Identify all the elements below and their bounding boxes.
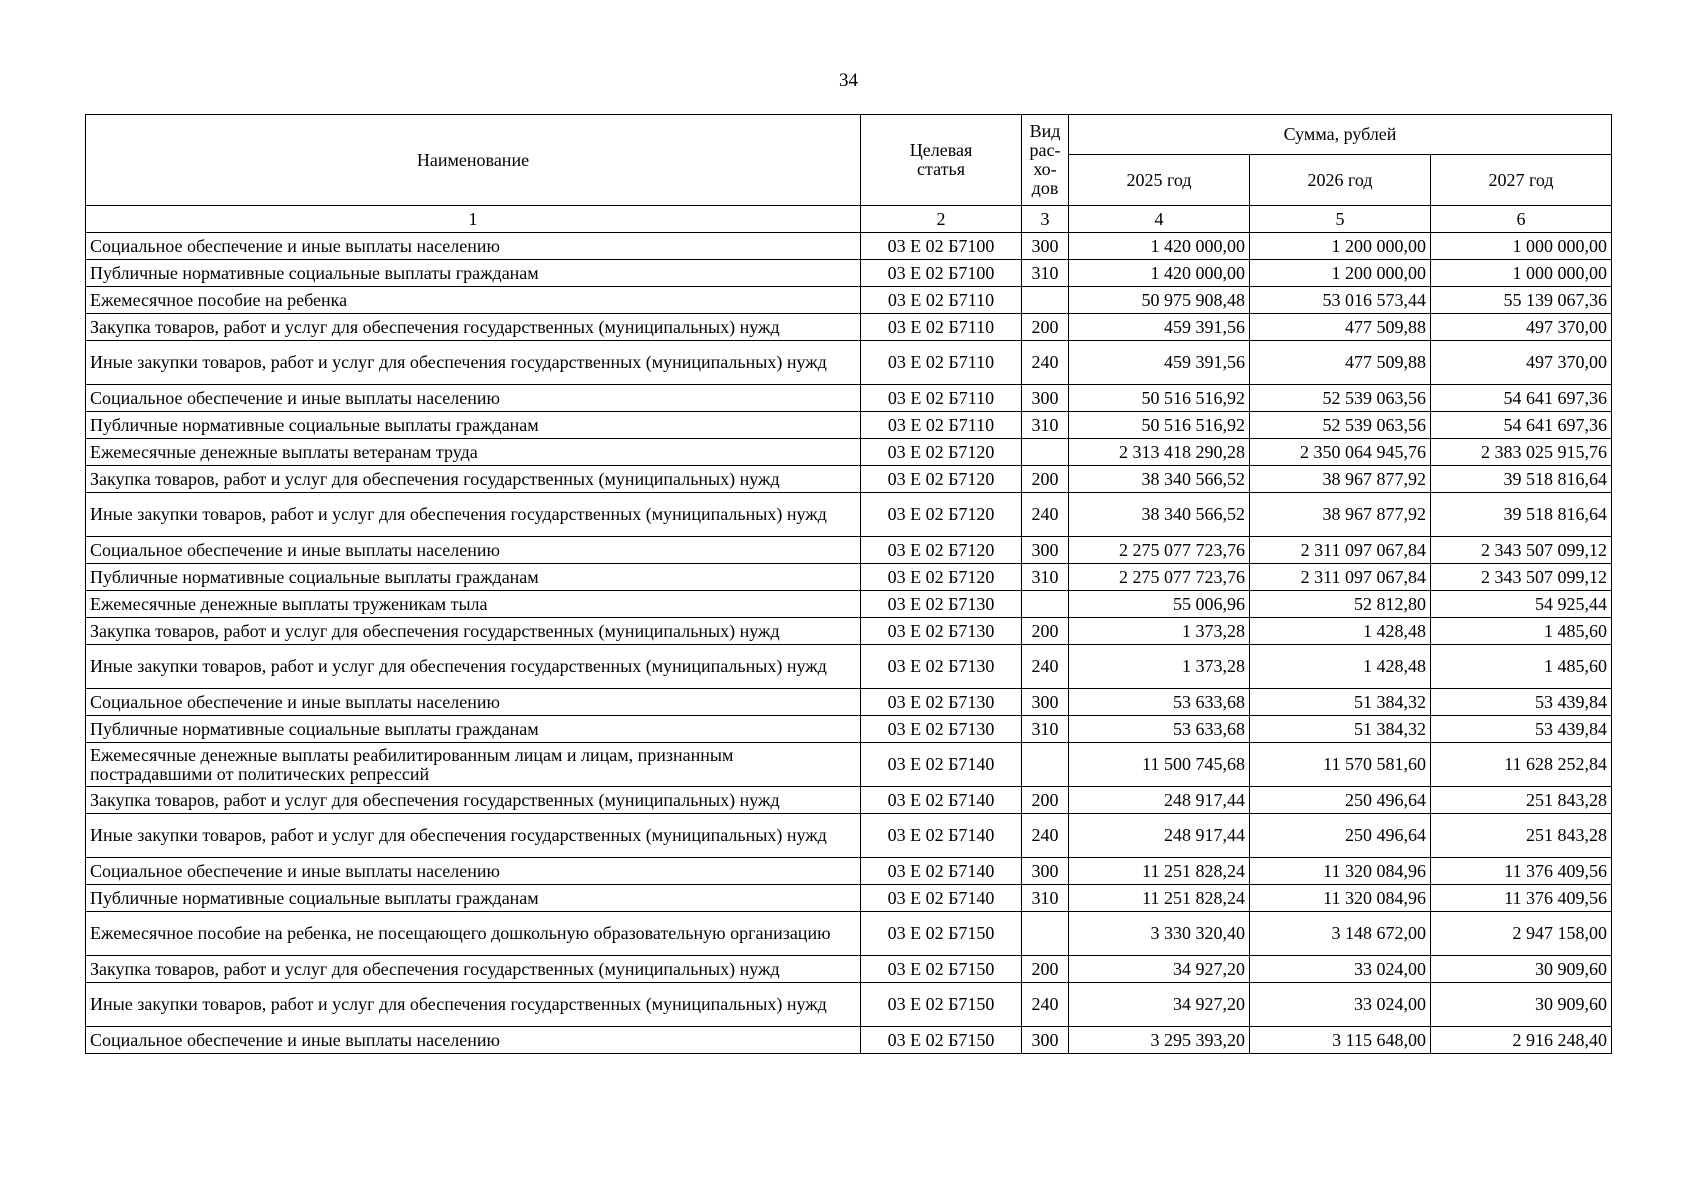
row-name-cell: Публичные нормативные социальные выплаты гражданам bbox=[86, 260, 861, 287]
row-name-cell: Закупка товаров, работ и услуг для обеспечения государственных (муниципальных) нужд bbox=[86, 618, 861, 645]
row-amount-2026-cell: 53 016 573,44 bbox=[1250, 287, 1431, 314]
row-amount-2025-cell: 2 313 418 290,28 bbox=[1069, 439, 1250, 466]
row-expense-type-cell: 200 bbox=[1022, 618, 1069, 645]
row-name-cell: Закупка товаров, работ и услуг для обеспечения государственных (муниципальных) нужд bbox=[86, 787, 861, 814]
row-expense-type-cell bbox=[1022, 287, 1069, 314]
row-name-cell: Закупка товаров, работ и услуг для обеспечения государственных (муниципальных) нужд bbox=[86, 466, 861, 493]
row-amount-2026-cell: 2 311 097 067,84 bbox=[1250, 564, 1431, 591]
row-name-cell: Закупка товаров, работ и услуг для обеспечения государственных (муниципальных) нужд bbox=[86, 956, 861, 983]
row-expense-type-cell: 310 bbox=[1022, 564, 1069, 591]
row-name-cell: Ежемесячное пособие на ребенка, не посещающего дошкольную образовательную организацию bbox=[86, 912, 861, 956]
table-row bbox=[86, 287, 1612, 314]
row-target-article-cell: 03 Е 02 Б7130 bbox=[861, 689, 1022, 716]
row-amount-2025-cell: 459 391,56 bbox=[1069, 314, 1250, 341]
table-row bbox=[86, 689, 1612, 716]
row-expense-type-cell: 240 bbox=[1022, 645, 1069, 689]
row-expense-type-cell bbox=[1022, 439, 1069, 466]
row-target-article-cell: 03 Е 02 Б7130 bbox=[861, 618, 1022, 645]
row-amount-2026-cell: 1 200 000,00 bbox=[1250, 233, 1431, 260]
header-name: Наименование bbox=[86, 115, 861, 206]
row-amount-2025-cell: 53 633,68 bbox=[1069, 716, 1250, 743]
table-row bbox=[86, 814, 1612, 858]
row-target-article-cell: 03 Е 02 Б7120 bbox=[861, 564, 1022, 591]
row-amount-2025-cell: 38 340 566,52 bbox=[1069, 466, 1250, 493]
row-name-cell: Ежемесячные денежные выплаты ветеранам труда bbox=[86, 439, 861, 466]
row-amount-2026-cell: 2 350 064 945,76 bbox=[1250, 439, 1431, 466]
row-amount-2025-cell: 3 295 393,20 bbox=[1069, 1027, 1250, 1054]
column-number: 5 bbox=[1250, 206, 1431, 233]
header-target-article bbox=[861, 115, 1022, 206]
row-amount-2026-cell: 11 320 084,96 bbox=[1250, 858, 1431, 885]
row-amount-2025-cell: 11 251 828,24 bbox=[1069, 885, 1250, 912]
row-amount-2025-cell: 38 340 566,52 bbox=[1069, 493, 1250, 537]
table-row bbox=[86, 314, 1612, 341]
row-name-cell: Иные закупки товаров, работ и услуг для обеспечения государственных (муниципальных) нужд bbox=[86, 493, 861, 537]
table-row bbox=[86, 537, 1612, 564]
row-expense-type-cell: 300 bbox=[1022, 858, 1069, 885]
row-target-article-cell: 03 Е 02 Б7110 bbox=[861, 385, 1022, 412]
header-sum-group: Сумма, рублей bbox=[1069, 115, 1612, 155]
row-amount-2027-cell: 11 376 409,56 bbox=[1431, 858, 1612, 885]
row-amount-2026-cell: 38 967 877,92 bbox=[1250, 493, 1431, 537]
row-expense-type-cell: 300 bbox=[1022, 689, 1069, 716]
column-numbers-row bbox=[86, 206, 1612, 233]
row-amount-2027-cell: 2 947 158,00 bbox=[1431, 912, 1612, 956]
row-name-cell: Социальное обеспечение и иные выплаты населению bbox=[86, 858, 861, 885]
row-amount-2025-cell: 50 516 516,92 bbox=[1069, 385, 1250, 412]
row-expense-type-cell: 240 bbox=[1022, 493, 1069, 537]
row-expense-type-cell: 200 bbox=[1022, 314, 1069, 341]
row-name-cell: Ежемесячное пособие на ребенка bbox=[86, 287, 861, 314]
row-name-cell: Иные закупки товаров, работ и услуг для обеспечения государственных (муниципальных) нужд bbox=[86, 341, 861, 385]
table-row bbox=[86, 956, 1612, 983]
row-target-article-cell: 03 Е 02 Б7130 bbox=[861, 591, 1022, 618]
row-target-article-cell: 03 Е 02 Б7140 bbox=[861, 787, 1022, 814]
row-amount-2025-cell: 1 373,28 bbox=[1069, 645, 1250, 689]
row-name-cell: Закупка товаров, работ и услуг для обеспечения государственных (муниципальных) нужд bbox=[86, 314, 861, 341]
row-amount-2025-cell: 2 275 077 723,76 bbox=[1069, 537, 1250, 564]
row-amount-2026-cell: 3 148 672,00 bbox=[1250, 912, 1431, 956]
row-amount-2027-cell: 30 909,60 bbox=[1431, 983, 1612, 1027]
table-row bbox=[86, 260, 1612, 287]
row-name-cell: Социальное обеспечение и иные выплаты населению bbox=[86, 233, 861, 260]
row-expense-type-cell: 300 bbox=[1022, 233, 1069, 260]
row-expense-type-cell: 310 bbox=[1022, 885, 1069, 912]
row-amount-2026-cell: 250 496,64 bbox=[1250, 787, 1431, 814]
row-name-cell: Социальное обеспечение и иные выплаты населению bbox=[86, 385, 861, 412]
row-target-article-cell: 03 Е 02 Б7130 bbox=[861, 645, 1022, 689]
row-expense-type-cell: 310 bbox=[1022, 412, 1069, 439]
row-amount-2026-cell: 38 967 877,92 bbox=[1250, 466, 1431, 493]
row-amount-2025-cell: 50 975 908,48 bbox=[1069, 287, 1250, 314]
row-amount-2025-cell: 1 420 000,00 bbox=[1069, 233, 1250, 260]
row-amount-2027-cell: 54 925,44 bbox=[1431, 591, 1612, 618]
row-target-article-cell: 03 Е 02 Б7120 bbox=[861, 466, 1022, 493]
row-expense-type-cell: 300 bbox=[1022, 385, 1069, 412]
row-amount-2026-cell: 1 428,48 bbox=[1250, 645, 1431, 689]
row-amount-2025-cell: 3 330 320,40 bbox=[1069, 912, 1250, 956]
row-amount-2025-cell: 248 917,44 bbox=[1069, 787, 1250, 814]
row-expense-type-cell: 200 bbox=[1022, 956, 1069, 983]
row-target-article-cell: 03 Е 02 Б7150 bbox=[861, 983, 1022, 1027]
table-row bbox=[86, 439, 1612, 466]
row-amount-2027-cell: 53 439,84 bbox=[1431, 716, 1612, 743]
row-name-cell: Публичные нормативные социальные выплаты гражданам bbox=[86, 716, 861, 743]
column-number: 4 bbox=[1069, 206, 1250, 233]
row-amount-2027-cell: 1 000 000,00 bbox=[1431, 233, 1612, 260]
row-amount-2026-cell: 477 509,88 bbox=[1250, 341, 1431, 385]
row-target-article-cell: 03 Е 02 Б7110 bbox=[861, 314, 1022, 341]
row-amount-2027-cell: 1 000 000,00 bbox=[1431, 260, 1612, 287]
header-year-2026: 2026 год bbox=[1250, 155, 1431, 206]
row-expense-type-cell: 240 bbox=[1022, 341, 1069, 385]
row-target-article-cell: 03 Е 02 Б7120 bbox=[861, 537, 1022, 564]
row-name-cell: Иные закупки товаров, работ и услуг для обеспечения государственных (муниципальных) нужд bbox=[86, 983, 861, 1027]
row-target-article-cell: 03 Е 02 Б7150 bbox=[861, 956, 1022, 983]
row-amount-2027-cell: 1 485,60 bbox=[1431, 618, 1612, 645]
row-amount-2027-cell: 2 343 507 099,12 bbox=[1431, 537, 1612, 564]
row-target-article-cell: 03 Е 02 Б7110 bbox=[861, 412, 1022, 439]
row-amount-2027-cell: 53 439,84 bbox=[1431, 689, 1612, 716]
header-year-2025: 2025 год bbox=[1069, 155, 1250, 206]
row-expense-type-cell: 240 bbox=[1022, 983, 1069, 1027]
header-expense-type-line: дов bbox=[1031, 178, 1059, 198]
row-amount-2026-cell: 51 384,32 bbox=[1250, 689, 1431, 716]
table-row bbox=[86, 341, 1612, 385]
header-expense-type-line: Вид bbox=[1029, 121, 1061, 141]
row-amount-2026-cell: 51 384,32 bbox=[1250, 716, 1431, 743]
row-amount-2026-cell: 33 024,00 bbox=[1250, 983, 1431, 1027]
row-amount-2025-cell: 34 927,20 bbox=[1069, 983, 1250, 1027]
row-target-article-cell: 03 Е 02 Б7140 bbox=[861, 814, 1022, 858]
table-row bbox=[86, 787, 1612, 814]
row-amount-2027-cell: 39 518 816,64 bbox=[1431, 493, 1612, 537]
table-row bbox=[86, 618, 1612, 645]
row-amount-2026-cell: 52 539 063,56 bbox=[1250, 412, 1431, 439]
header-year-2027: 2027 год bbox=[1431, 155, 1612, 206]
row-name-cell: Публичные нормативные социальные выплаты гражданам bbox=[86, 412, 861, 439]
column-number: 6 bbox=[1431, 206, 1612, 233]
row-target-article-cell: 03 Е 02 Б7110 bbox=[861, 287, 1022, 314]
page-number: 34 bbox=[839, 70, 858, 91]
table-row bbox=[86, 885, 1612, 912]
row-target-article-cell: 03 Е 02 Б7100 bbox=[861, 233, 1022, 260]
row-name-cell: Публичные нормативные социальные выплаты гражданам bbox=[86, 885, 861, 912]
row-expense-type-cell: 310 bbox=[1022, 260, 1069, 287]
row-amount-2025-cell: 1 373,28 bbox=[1069, 618, 1250, 645]
table-row bbox=[86, 412, 1612, 439]
row-amount-2025-cell: 2 275 077 723,76 bbox=[1069, 564, 1250, 591]
row-name-cell: Ежемесячные денежные выплаты реабилитированным лицам и лицам, признанным пострадавшими от политических репрессий bbox=[86, 743, 861, 787]
table-row bbox=[86, 645, 1612, 689]
row-amount-2026-cell: 477 509,88 bbox=[1250, 314, 1431, 341]
row-amount-2027-cell: 55 139 067,36 bbox=[1431, 287, 1612, 314]
row-amount-2026-cell: 250 496,64 bbox=[1250, 814, 1431, 858]
row-expense-type-cell: 240 bbox=[1022, 814, 1069, 858]
table-row bbox=[86, 716, 1612, 743]
row-amount-2027-cell: 39 518 816,64 bbox=[1431, 466, 1612, 493]
row-amount-2026-cell: 1 200 000,00 bbox=[1250, 260, 1431, 287]
row-name-cell: Иные закупки товаров, работ и услуг для обеспечения государственных (муниципальных) нужд bbox=[86, 645, 861, 689]
table-row bbox=[86, 1027, 1612, 1054]
row-amount-2025-cell: 11 500 745,68 bbox=[1069, 743, 1250, 787]
row-expense-type-cell: 200 bbox=[1022, 787, 1069, 814]
row-amount-2027-cell: 2 343 507 099,12 bbox=[1431, 564, 1612, 591]
row-amount-2026-cell: 11 320 084,96 bbox=[1250, 885, 1431, 912]
row-amount-2025-cell: 55 006,96 bbox=[1069, 591, 1250, 618]
row-amount-2025-cell: 248 917,44 bbox=[1069, 814, 1250, 858]
budget-table bbox=[85, 114, 1612, 1054]
row-amount-2025-cell: 34 927,20 bbox=[1069, 956, 1250, 983]
row-name-cell: Социальное обеспечение и иные выплаты населению bbox=[86, 1027, 861, 1054]
header-expense-type-line: хо- bbox=[1033, 159, 1057, 179]
row-target-article-cell: 03 Е 02 Б7150 bbox=[861, 1027, 1022, 1054]
table-row bbox=[86, 912, 1612, 956]
row-expense-type-cell: 300 bbox=[1022, 537, 1069, 564]
table-header bbox=[86, 115, 1612, 233]
row-target-article-cell: 03 Е 02 Б7130 bbox=[861, 716, 1022, 743]
row-amount-2027-cell: 2 383 025 915,76 bbox=[1431, 439, 1612, 466]
row-amount-2025-cell: 459 391,56 bbox=[1069, 341, 1250, 385]
row-expense-type-cell: 310 bbox=[1022, 716, 1069, 743]
table-row bbox=[86, 466, 1612, 493]
row-expense-type-cell: 200 bbox=[1022, 466, 1069, 493]
row-amount-2027-cell: 251 843,28 bbox=[1431, 814, 1612, 858]
row-expense-type-cell bbox=[1022, 912, 1069, 956]
row-name-cell: Публичные нормативные социальные выплаты гражданам bbox=[86, 564, 861, 591]
row-amount-2027-cell: 11 376 409,56 bbox=[1431, 885, 1612, 912]
row-name-cell: Социальное обеспечение и иные выплаты населению bbox=[86, 537, 861, 564]
row-target-article-cell: 03 Е 02 Б7120 bbox=[861, 493, 1022, 537]
row-target-article-cell: 03 Е 02 Б7150 bbox=[861, 912, 1022, 956]
row-name-cell: Ежемесячные денежные выплаты труженикам тыла bbox=[86, 591, 861, 618]
row-amount-2026-cell: 2 311 097 067,84 bbox=[1250, 537, 1431, 564]
table-row bbox=[86, 493, 1612, 537]
column-number: 1 bbox=[86, 206, 861, 233]
row-amount-2027-cell: 11 628 252,84 bbox=[1431, 743, 1612, 787]
row-expense-type-cell: 300 bbox=[1022, 1027, 1069, 1054]
row-amount-2027-cell: 251 843,28 bbox=[1431, 787, 1612, 814]
header-expense-type bbox=[1022, 115, 1069, 206]
table-row bbox=[86, 983, 1612, 1027]
row-amount-2027-cell: 2 916 248,40 bbox=[1431, 1027, 1612, 1054]
row-amount-2026-cell: 1 428,48 bbox=[1250, 618, 1431, 645]
column-number: 2 bbox=[861, 206, 1022, 233]
header-target-article-label: Целевая статья bbox=[909, 140, 973, 179]
table-row bbox=[86, 564, 1612, 591]
row-expense-type-cell bbox=[1022, 743, 1069, 787]
row-amount-2026-cell: 52 812,80 bbox=[1250, 591, 1431, 618]
row-amount-2027-cell: 54 641 697,36 bbox=[1431, 412, 1612, 439]
row-amount-2027-cell: 30 909,60 bbox=[1431, 956, 1612, 983]
table-row bbox=[86, 858, 1612, 885]
row-amount-2026-cell: 33 024,00 bbox=[1250, 956, 1431, 983]
row-amount-2025-cell: 1 420 000,00 bbox=[1069, 260, 1250, 287]
row-amount-2025-cell: 53 633,68 bbox=[1069, 689, 1250, 716]
row-amount-2025-cell: 11 251 828,24 bbox=[1069, 858, 1250, 885]
row-target-article-cell: 03 Е 02 Б7100 bbox=[861, 260, 1022, 287]
table-row bbox=[86, 743, 1612, 787]
table-row bbox=[86, 591, 1612, 618]
table-row bbox=[86, 385, 1612, 412]
row-target-article-cell: 03 Е 02 Б7140 bbox=[861, 858, 1022, 885]
row-amount-2025-cell: 50 516 516,92 bbox=[1069, 412, 1250, 439]
row-amount-2027-cell: 497 370,00 bbox=[1431, 341, 1612, 385]
row-amount-2026-cell: 52 539 063,56 bbox=[1250, 385, 1431, 412]
header-expense-type-line: рас- bbox=[1029, 140, 1061, 160]
column-number: 3 bbox=[1022, 206, 1069, 233]
row-target-article-cell: 03 Е 02 Б7110 bbox=[861, 341, 1022, 385]
row-name-cell: Иные закупки товаров, работ и услуг для обеспечения государственных (муниципальных) нужд bbox=[86, 814, 861, 858]
table-body bbox=[86, 233, 1612, 1054]
row-name-cell: Социальное обеспечение и иные выплаты населению bbox=[86, 689, 861, 716]
row-expense-type-cell bbox=[1022, 591, 1069, 618]
row-target-article-cell: 03 Е 02 Б7120 bbox=[861, 439, 1022, 466]
table-row bbox=[86, 233, 1612, 260]
row-target-article-cell: 03 Е 02 Б7140 bbox=[861, 885, 1022, 912]
row-amount-2027-cell: 1 485,60 bbox=[1431, 645, 1612, 689]
row-amount-2026-cell: 11 570 581,60 bbox=[1250, 743, 1431, 787]
row-target-article-cell: 03 Е 02 Б7140 bbox=[861, 743, 1022, 787]
row-amount-2026-cell: 3 115 648,00 bbox=[1250, 1027, 1431, 1054]
row-amount-2027-cell: 54 641 697,36 bbox=[1431, 385, 1612, 412]
row-amount-2027-cell: 497 370,00 bbox=[1431, 314, 1612, 341]
